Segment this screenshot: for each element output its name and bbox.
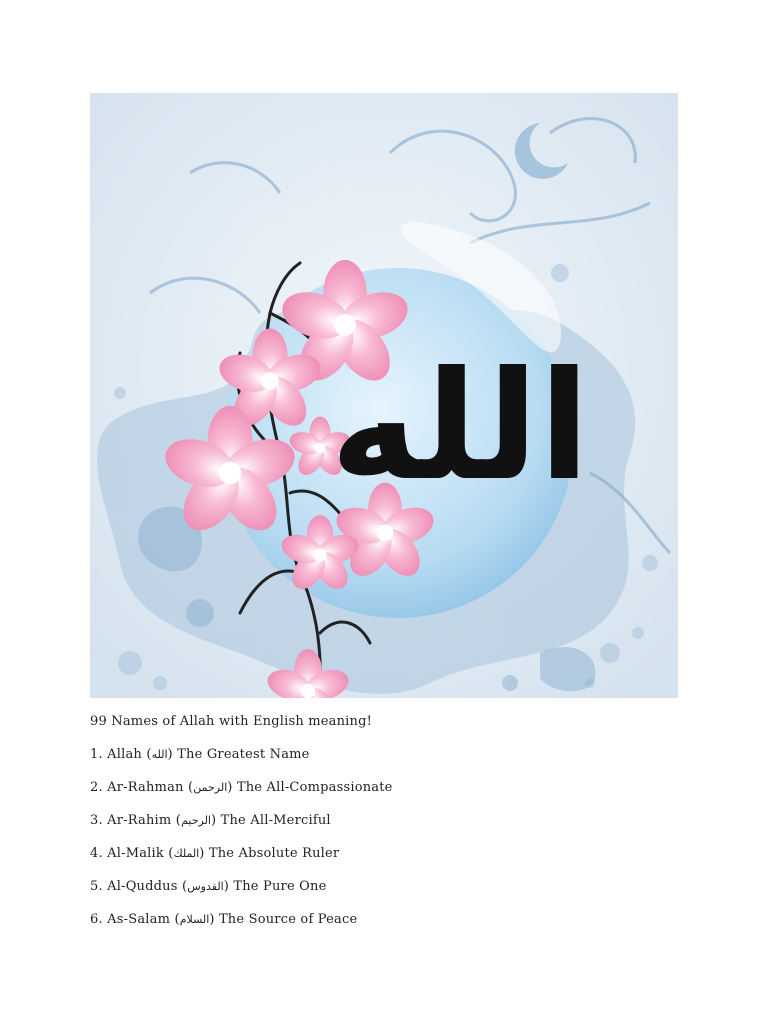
- item-name: Ar-Rahim: [107, 813, 172, 828]
- list-item: 4. Al-Malik (الملك) The Absolute Ruler: [90, 846, 340, 861]
- allah-calligraphy: الله: [330, 340, 590, 514]
- item-name: Al-Quddus: [107, 879, 178, 894]
- item-number: 6.: [90, 912, 103, 927]
- artwork-illustration: [90, 93, 678, 698]
- list-item: 5. Al-Quddus (القدوس) The Pure One: [90, 879, 327, 894]
- allah-calligraphy-artwork: [90, 93, 678, 698]
- list-item: 2. Ar-Rahman (الرحمن) The All-Compassionate: [90, 780, 393, 795]
- item-name: Al-Malik: [107, 846, 164, 861]
- list-item: 1. Allah (الله) The Greatest Name: [90, 747, 310, 762]
- item-arabic: الله: [151, 748, 168, 761]
- item-name: As-Salam: [107, 912, 171, 927]
- list-item: 6. As-Salam (السلام) The Source of Peace: [90, 912, 358, 927]
- item-meaning: The All-Compassionate: [236, 780, 393, 795]
- item-number: 2.: [90, 780, 103, 795]
- item-arabic: الملك: [173, 847, 200, 860]
- item-number: 3.: [90, 813, 103, 828]
- item-arabic: الرحيم: [181, 814, 211, 827]
- item-arabic: الرحمن: [193, 781, 228, 794]
- list-item: 3. Ar-Rahim (الرحيم) The All-Merciful: [90, 813, 331, 828]
- text-content: [90, 712, 690, 930]
- item-meaning: The Greatest Name: [177, 747, 310, 762]
- item-name: Allah: [107, 747, 142, 762]
- item-arabic: القدوس: [187, 880, 224, 893]
- item-meaning: The All-Merciful: [220, 813, 331, 828]
- intro-heading: 99 Names of Allah with English meaning!: [90, 714, 373, 729]
- item-name: Ar-Rahman: [107, 780, 184, 795]
- item-arabic: السلام: [179, 913, 210, 926]
- item-number: 5.: [90, 879, 103, 894]
- item-meaning: The Source of Peace: [218, 912, 358, 927]
- item-meaning: The Pure One: [233, 879, 327, 894]
- item-number: 1.: [90, 747, 103, 762]
- item-meaning: The Absolute Ruler: [208, 846, 340, 861]
- names-list: [90, 745, 690, 930]
- item-number: 4.: [90, 846, 103, 861]
